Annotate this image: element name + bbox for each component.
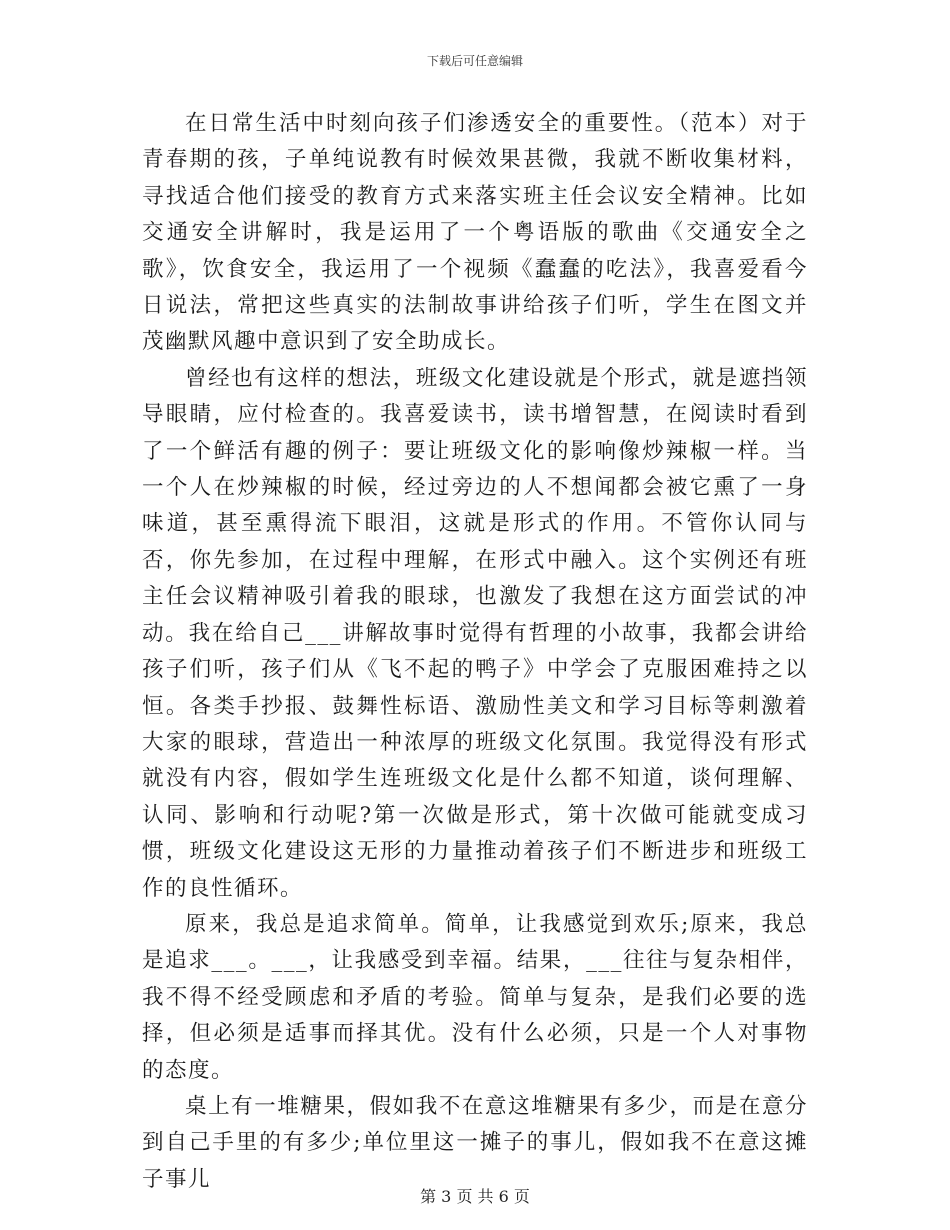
page-header: 下载后可任意编辑: [426, 54, 523, 68]
document-body: [142, 106, 808, 1198]
paragraph-simplicity: 原来，我总是追求简单。简单，让我感觉到欢乐;原来，我总是追求___。___，让我感受到幸福。结果，___往往与复杂相伴，我不得不经受顾虑和矛盾的考验。简单与复杂，是我们必要的选择，但必须是适事而择其优。没有什么必须，只是一个人对事物的态度。: [142, 911, 808, 1083]
paragraph-candy: 桌上有一堆糖果，假如我不在意这堆糖果有多少，而是在意分到自己手里的有多少;单位里这一摊子的事儿，假如我不在意这摊子事儿: [142, 1093, 808, 1192]
paragraph-class-culture: 曾经也有这样的想法，班级文化建设就是个形式，就是遮挡领导眼睛，应付检查的。我喜爱读书，读书增智慧，在阅读时看到了一个鲜活有趣的例子：要让班级文化的影响像炒辣椒一样。当一个人在炒辣椒的时候，经过旁边的人不想闻都会被它熏了一身味道，甚至熏得流下眼泪，这就是形式的作用。不管你认同与否，你先参加，在过程中理解，在形式中融入。这个实例还有班主任会议精神吸引着我的眼球，也激发了我想在这方面尝试的冲动。我在给自己___讲解故事时觉得有哲理的小故事，我都会讲给孩子们听，孩子们从《飞不起的鸭子》中学会了克服困难持之以恒。各类手抄报、鼓舞性标语、激励性美文和学习目标等刺激着大家的眼球，营造出一种浓厚的班级文化氛围。我觉得没有形式就没有内容，假如学生连班级文化是什么都不知道，谈何理解、认同、影响和行动呢?第一次做是形式，第十次做可能就变成习惯，班级文化建设这无形的力量推动着孩子们不断进步和班级工作的良性循环。: [142, 365, 808, 901]
paragraph-safety: 在日常生活中时刻向孩子们渗透安全的重要性。（范本）对于青春期的孩，子单纯说教有时候效果甚微，我就不断收集材料，寻找适合他们接受的教育方式来落实班主任会议安全精神。比如交通安全讲解时，我是运用了一个粤语版的歌曲《交通安全之歌》，饮食安全，我运用了一个视频《蠢蠢的吃法》，我喜爱看今日说法，常把这些真实的法制故事讲给孩子们听，学生在图文并茂幽默风趣中意识到了安全助成长。: [142, 111, 808, 355]
page-footer: 第 3 页 共 6 页: [420, 1187, 530, 1206]
